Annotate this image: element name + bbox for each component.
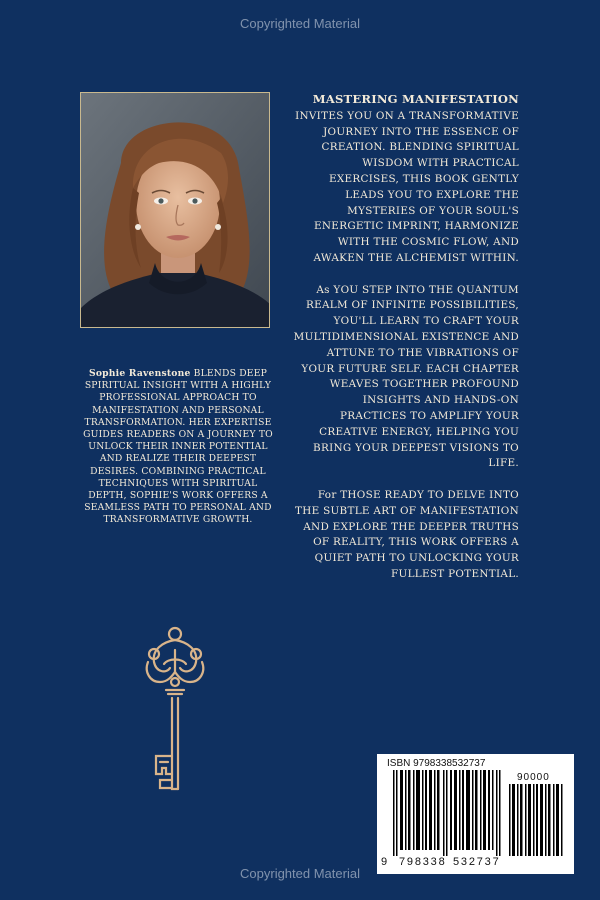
price-code: 90000 xyxy=(517,772,550,783)
watermark-bottom: Copyrighted Material xyxy=(240,866,360,881)
book-description xyxy=(293,92,519,599)
price-barcode-bars xyxy=(509,784,565,856)
author-photo xyxy=(80,92,270,328)
book-title: MASTERING MANIFESTATION xyxy=(312,92,519,106)
barcode-digits-right: 532737 xyxy=(453,856,501,868)
description-paragraph-1: INVITES YOU ON A TRANSFORMATIVE JOURNEY INTO THE ESSENCE OF CREATION. BLENDING SPIRITUAL WISDOM WITH PRACTICAL EXERCISES, THIS BOOK GENTLY LEADS YOU TO EXPLORE THE MYSTERIES OF YOUR SOUL'S ENERGETIC IMPRINT, HARMONIZE WITH THE COSMIC FLOW, AND AWAKEN THE ALCHEMIST WITHIN. xyxy=(295,109,519,264)
watermark-top: Copyrighted Material xyxy=(240,16,360,31)
skeleton-key-icon xyxy=(142,624,208,794)
author-bio-text: BLENDS DEEP SPIRITUAL INSIGHT WITH A HIGHLY PROFESSIONAL APPROACH TO MANIFESTATION AND PERSONAL TRANSFORMATION. HER EXPERTISE GUIDES READERS ON A JOURNEY TO UNLOCK THEIR INNER POTENTIAL AND REALIZE THEIR DEEPEST DESIRES. COMBINING PRACTICAL TECHNIQUES WITH SPIRITUAL DEPTH, SOPHIE'S WORK OFFERS A SEAMLESS PATH TO PERSONAL AND TRANSFORMATIVE GROWTH. xyxy=(83,368,273,526)
description-paragraph-3-lead: For xyxy=(317,488,337,501)
barcode-digits-left: 798338 xyxy=(399,856,447,868)
description-paragraph-2: YOU STEP INTO THE QUANTUM REALM OF INFINITE POSSIBILITIES, YOU'LL LEARN TO CRAFT YOUR MULTIDIMENSIONAL EXISTENCE AND ATTUNE TO THE VIBRATIONS OF YOUR FUTURE SELF. EACH CHAPTER WEAVES TOGETHER PROFOUND INSIGHTS AND HANDS-ON PRACTICES TO AMPLIFY YOUR CREATIVE ENERGY, HELPING YOU BRING YOUR DEEPEST VISIONS TO LIFE. xyxy=(293,283,519,470)
author-bio xyxy=(80,368,276,527)
isbn-barcode xyxy=(377,754,574,874)
description-paragraph-2-lead: As xyxy=(316,283,330,296)
barcode-digit-first: 9 xyxy=(381,856,388,868)
author-name: Sophie Ravenstone xyxy=(88,368,191,379)
isbn-label: ISBN 9798338532737 xyxy=(387,758,486,769)
barcode-bars xyxy=(393,770,503,856)
description-paragraph-3: THOSE READY TO DELVE INTO THE SUBTLE ART OF MANIFESTATION AND EXPLORE THE DEEPER TRUTHS OF REALITY, THIS WORK OFFERS A QUIET PATH TO UNLOCKING YOUR FULLEST POTENTIAL. xyxy=(294,488,519,580)
